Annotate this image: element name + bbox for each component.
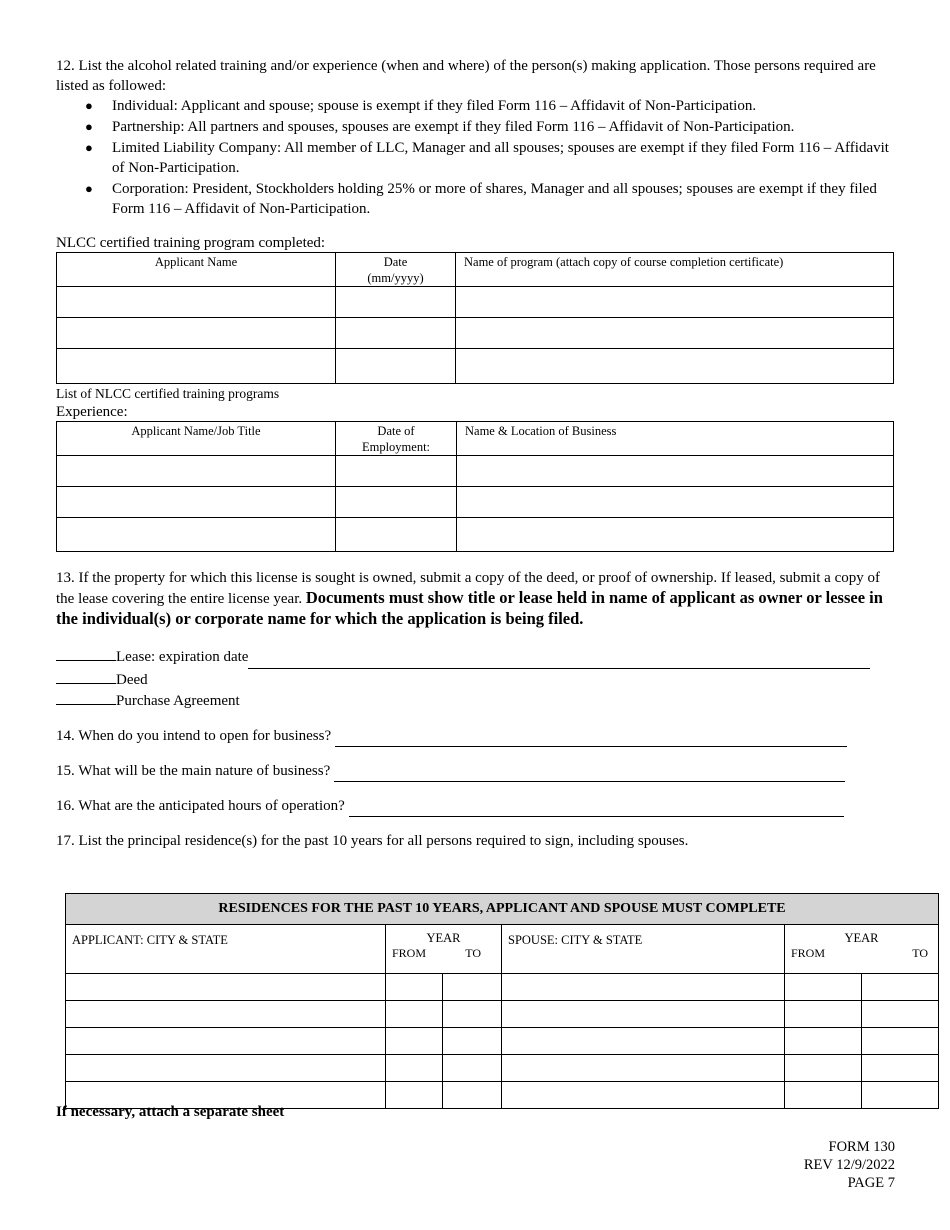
- col-date-of-employment: Date of Employment:: [336, 422, 457, 456]
- col-spouse-city-state: SPOUSE: CITY & STATE: [502, 925, 785, 974]
- input-cell[interactable]: [57, 287, 336, 318]
- purchase-check-line[interactable]: [56, 690, 116, 705]
- persons-required-list: [56, 96, 896, 219]
- option-deed: Deed: [56, 669, 896, 691]
- table-row: [66, 1001, 939, 1028]
- input-cell[interactable]: [336, 287, 456, 318]
- question-16: 16. What are the anticipated hours of operation?: [56, 796, 896, 817]
- bullet-icon: ●: [85, 181, 93, 196]
- input-cell[interactable]: [785, 1082, 862, 1109]
- input-cell[interactable]: [862, 1028, 939, 1055]
- bullet-icon: ●: [85, 98, 93, 113]
- input-cell[interactable]: [57, 349, 336, 384]
- open-date-field[interactable]: [335, 726, 847, 747]
- input-cell[interactable]: [66, 974, 386, 1001]
- question-13: 13. If the property for which this license is sought is owned, submit a copy of the deed, or proof of ownership. If leased, submit a copy of the lease covering the entire license year. Documents must show title or lease held in name of applicant as owner or lessee in the individual(s) or corporate name for which the application is being filed.: [56, 570, 883, 628]
- question-17: 17. List the principal residence(s) for the past 10 years for all persons required to sign, including spouses.: [56, 832, 689, 849]
- input-cell[interactable]: [785, 1028, 862, 1055]
- table-row: [57, 518, 894, 552]
- table-row: [66, 1055, 939, 1082]
- lease-expiration-field[interactable]: [248, 648, 870, 669]
- input-cell[interactable]: [502, 1055, 785, 1082]
- input-cell[interactable]: [862, 1001, 939, 1028]
- business-nature-field[interactable]: [334, 761, 845, 782]
- input-cell[interactable]: [456, 287, 894, 318]
- input-cell[interactable]: [443, 974, 502, 1001]
- input-cell[interactable]: [443, 1055, 502, 1082]
- question-12-intro: 12. List the alcohol related training and/or experience (when and where) of the person(s) making application. Those persons required are listed as followed:: [56, 58, 876, 94]
- list-item: ● Partnership: All partners and spouses, spouses are exempt if they filed Form 116 – Affidavit of Non-Participation.: [85, 119, 795, 135]
- input-cell[interactable]: [502, 1001, 785, 1028]
- residences-title: RESIDENCES FOR THE PAST 10 YEARS, APPLICANT AND SPOUSE MUST COMPLETE: [66, 894, 939, 925]
- col-applicant-name: Applicant Name: [57, 253, 336, 287]
- page-number: PAGE 7: [847, 1175, 895, 1191]
- table-row: [57, 318, 894, 349]
- input-cell[interactable]: [386, 1028, 443, 1055]
- question-14: 14. When do you intend to open for business?: [56, 726, 896, 747]
- input-cell[interactable]: [502, 974, 785, 1001]
- bullet-icon: ●: [85, 140, 93, 155]
- table-row: [57, 487, 894, 518]
- experience-label: Experience:: [56, 404, 128, 420]
- input-cell[interactable]: [457, 487, 894, 518]
- input-cell[interactable]: [457, 518, 894, 552]
- training-label: NLCC certified training program completed:: [56, 235, 326, 251]
- separate-sheet-note: If necessary, attach a separate sheet: [56, 1104, 285, 1120]
- input-cell[interactable]: [386, 1001, 443, 1028]
- input-cell[interactable]: [66, 1001, 386, 1028]
- question-15: 15. What will be the main nature of business?: [56, 761, 896, 782]
- input-cell[interactable]: [443, 1028, 502, 1055]
- input-cell[interactable]: [66, 1055, 386, 1082]
- training-programs-link[interactable]: List of NLCC certified training programs: [56, 386, 280, 401]
- residences-table: [65, 893, 939, 1109]
- input-cell[interactable]: [386, 1055, 443, 1082]
- hours-field[interactable]: [349, 796, 844, 817]
- input-cell[interactable]: [785, 1055, 862, 1082]
- training-table: [56, 252, 894, 384]
- input-cell[interactable]: [862, 974, 939, 1001]
- col-applicant-job-title: Applicant Name/Job Title: [57, 422, 336, 456]
- property-options: [56, 646, 896, 712]
- table-row: [66, 1028, 939, 1055]
- col-program-name: Name of program (attach copy of course completion certificate): [456, 253, 894, 287]
- input-cell[interactable]: [456, 318, 894, 349]
- experience-table: [56, 421, 894, 552]
- form-footer: [804, 1138, 895, 1192]
- input-cell[interactable]: [456, 349, 894, 384]
- input-cell[interactable]: [785, 974, 862, 1001]
- lease-check-line[interactable]: [56, 646, 116, 661]
- input-cell[interactable]: [386, 974, 443, 1001]
- table-row: [57, 349, 894, 384]
- revision-date: REV 12/9/2022: [803, 1157, 895, 1173]
- input-cell[interactable]: [502, 1028, 785, 1055]
- col-spouse-year: YEAR FROM TO: [785, 925, 939, 974]
- input-cell[interactable]: [336, 349, 456, 384]
- input-cell[interactable]: [862, 1055, 939, 1082]
- input-cell[interactable]: [336, 487, 457, 518]
- input-cell[interactable]: [862, 1082, 939, 1109]
- input-cell[interactable]: [785, 1001, 862, 1028]
- table-row: [57, 456, 894, 487]
- input-cell[interactable]: [66, 1028, 386, 1055]
- input-cell[interactable]: [457, 456, 894, 487]
- input-cell[interactable]: [443, 1082, 502, 1109]
- input-cell[interactable]: [336, 456, 457, 487]
- input-cell[interactable]: [57, 318, 336, 349]
- option-purchase-agreement: Purchase Agreement: [56, 690, 896, 712]
- list-item: ● Limited Liability Company: All member of LLC, Manager and all spouses; spouses are exempt if they filed Form 116 – Affidavit of Non-Participation.: [85, 140, 889, 176]
- input-cell[interactable]: [57, 487, 336, 518]
- list-item: ● Corporation: President, Stockholders holding 25% or more of shares, Manager and all spouses; spouses are exempt if they filed Form 116 – Affidavit of Non-Participation.: [85, 181, 877, 217]
- col-applicant-city-state: APPLICANT: CITY & STATE: [66, 925, 386, 974]
- form-page: [56, 56, 896, 851]
- input-cell[interactable]: [336, 318, 456, 349]
- input-cell[interactable]: [336, 518, 457, 552]
- input-cell[interactable]: [386, 1082, 443, 1109]
- deed-check-line[interactable]: [56, 669, 116, 684]
- list-item: ● Individual: Applicant and spouse; spouse is exempt if they filed Form 116 – Affidavit of Non-Participation.: [85, 98, 757, 114]
- table-row: [57, 287, 894, 318]
- col-date: Date (mm/yyyy): [336, 253, 456, 287]
- input-cell[interactable]: [57, 456, 336, 487]
- table-row: [66, 974, 939, 1001]
- option-lease: Lease: expiration date: [56, 646, 896, 669]
- form-number: FORM 130: [828, 1139, 895, 1155]
- input-cell[interactable]: [502, 1082, 785, 1109]
- ownership-requirement: Documents must show title or lease held in name of applicant as owner or lessee in the individual(s) or corporate name for which the application is being filed.: [56, 588, 883, 628]
- input-cell[interactable]: [57, 518, 336, 552]
- bullet-icon: ●: [85, 119, 93, 134]
- input-cell[interactable]: [443, 1001, 502, 1028]
- col-business-location: Name & Location of Business: [457, 422, 894, 456]
- col-applicant-year: YEAR FROM TO: [386, 925, 502, 974]
